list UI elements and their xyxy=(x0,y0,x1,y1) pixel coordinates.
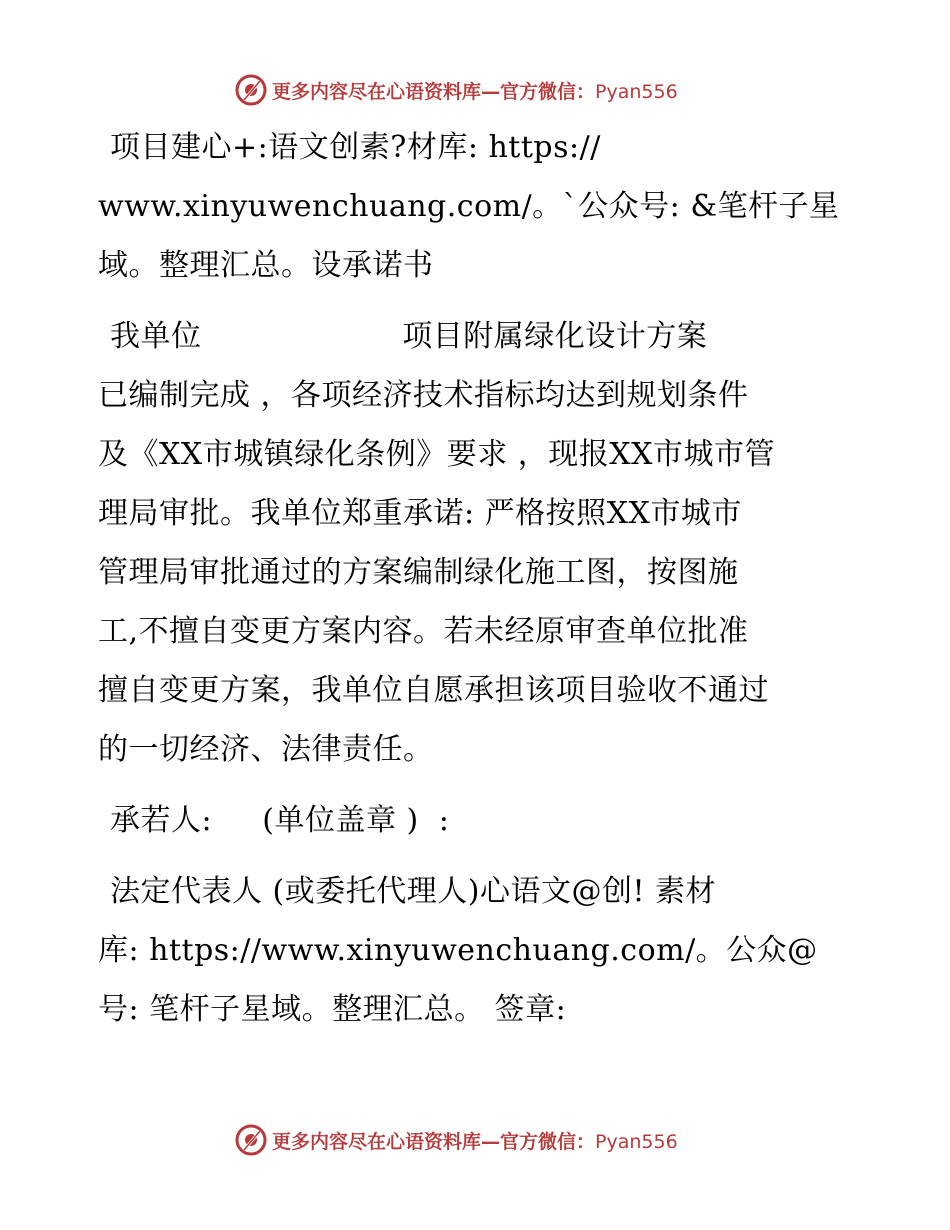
text-line: 号: 笔杆子星域。整理汇总。 签章: xyxy=(98,992,567,1027)
text-line: 承若人: (单位盖章 ) : xyxy=(110,803,450,838)
text-line: 理局审批。我单位郑重承诺: 严格按照XX市城市 xyxy=(98,496,742,531)
document-body xyxy=(98,118,858,1051)
watermark-header xyxy=(234,72,678,108)
text-line: 工,不擅自变更方案内容。若未经原审查单位批准 xyxy=(98,614,749,649)
text-line: 域。整理汇总。设承诺书 xyxy=(98,248,434,283)
watermark-footer xyxy=(234,1122,678,1158)
text-line: 我单位 项目附属绿化设计方案 xyxy=(110,319,708,354)
watermark-logo-icon xyxy=(234,73,268,107)
watermark-text: 更多内容尽在心语资料库—官方微信：Pyan556 xyxy=(272,80,678,103)
text-line: 法定代表人 (或委托代理人)心语文@创! 素材 xyxy=(110,874,717,909)
watermark-text: 更多内容尽在心语资料库—官方微信：Pyan556 xyxy=(272,1130,678,1153)
paragraph-legal-representative xyxy=(98,862,858,1039)
text-line: 项目建心+:语文创素?材库: https:// xyxy=(110,130,601,165)
text-line: 的一切经济、法律责任。 xyxy=(98,732,434,767)
watermark-logo-icon xyxy=(234,1123,268,1157)
text-line: 管理局审批通过的方案编制绿化施工图，按图施 xyxy=(98,555,739,590)
text-line: www.xinyuwenchuang.com/。`公众号: &笔杆子星 xyxy=(98,189,840,224)
text-line: 已编制完成 ，各项经济技术指标均达到规划条件 xyxy=(98,378,749,413)
paragraph-commitment xyxy=(98,307,858,779)
text-line: 库: https://www.xinyuwenchuang.com/。公众@ xyxy=(98,933,818,968)
paragraph-heading xyxy=(98,118,858,295)
text-line: 擅自变更方案，我单位自愿承担该项目验收不通过 xyxy=(98,673,769,708)
text-line: 及《XX市城镇绿化条例》要求 ，现报XX市城市管 xyxy=(98,437,775,472)
paragraph-promisor xyxy=(98,791,858,850)
